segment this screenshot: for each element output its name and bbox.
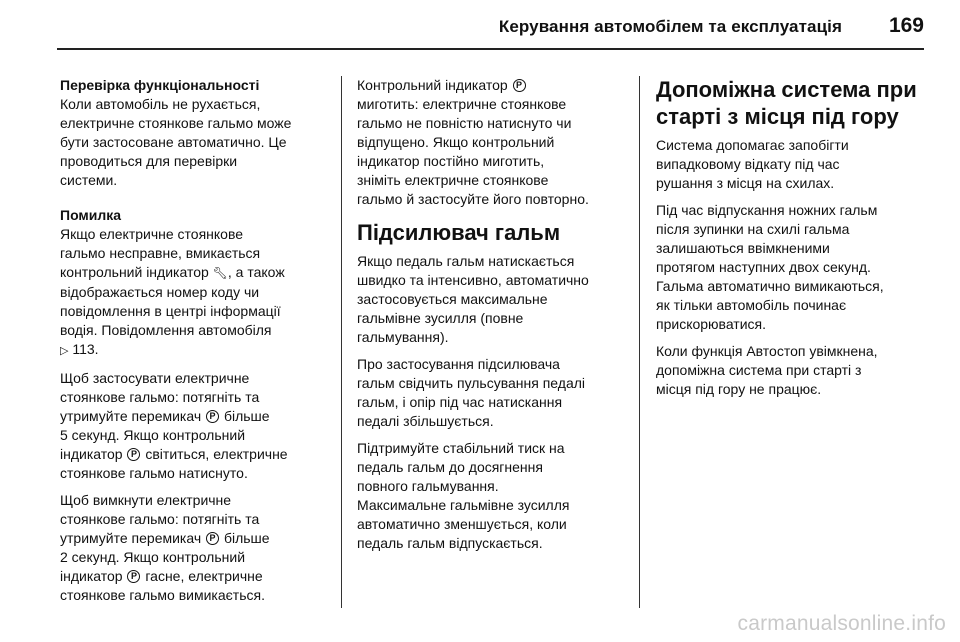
text-span: , а також (227, 264, 285, 280)
text-line: Коли автомобіль не рухається, (60, 96, 261, 112)
text-line: місця під гору не працює. (656, 381, 822, 397)
page-reference-link[interactable]: 113. (72, 341, 99, 357)
text-line (357, 76, 627, 95)
reference-arrow-icon[interactable]: ▷ (60, 345, 69, 357)
text-line: індикатор постійно миготить, (357, 153, 545, 169)
text-line: стоянкове гальмо вимикається. (60, 587, 265, 603)
header-rule (57, 48, 924, 50)
text-line: Гальма автоматично вимикаються, (656, 278, 884, 294)
error-section (60, 206, 328, 361)
text-span: Контрольний індикатор (357, 77, 508, 93)
service-wrench-icon: 🔧︎ (212, 266, 228, 280)
text-line: відображається номер коду чи (60, 284, 260, 300)
text-line: Підтримуйте стабільний тиск на (357, 440, 565, 456)
text-line: 2 секунд. Якщо контрольний (60, 549, 246, 565)
text-line: Система допомагає запобігти (656, 137, 849, 153)
text-line: гальм, і опір під час натискання (357, 394, 563, 410)
text-line (60, 567, 328, 586)
page-header (0, 0, 960, 48)
page-number: 169 (888, 14, 924, 37)
text-line: бути застосоване автоматично. Це (60, 134, 287, 150)
text-line: гальм свідчить пульсування педалі (357, 375, 586, 391)
watermark: carmanualsonline.info (737, 612, 946, 635)
text-line: Щоб застосувати електричне (60, 370, 250, 386)
text-line: педалі збільшується. (357, 413, 494, 429)
text-line: повідомлення в центрі інформації (60, 303, 281, 319)
check-heading: Перевірка функціональності (60, 77, 260, 93)
parking-brake-indicator-icon (206, 410, 219, 423)
heading-line: Допоміжна система при (656, 77, 917, 102)
heading-line: старті з місця під гору (656, 104, 899, 129)
column-divider-1 (341, 76, 342, 608)
hill-paragraph-3 (656, 342, 928, 399)
text-line (60, 340, 328, 361)
text-line: педаль гальм до досягнення (357, 459, 543, 475)
text-line: стоянкове гальмо: потягніть та (60, 389, 260, 405)
booster-paragraph-2 (357, 355, 627, 431)
text-span: індикатор (60, 568, 123, 584)
hill-start-heading (656, 76, 928, 130)
text-line: Під час відпускання ножних гальм (656, 202, 878, 218)
text-line: гальмування). (357, 329, 449, 345)
booster-heading: Підсилювач гальм (357, 220, 561, 245)
parking-brake-indicator-icon (127, 448, 140, 461)
parking-brake-indicator-icon (127, 570, 140, 583)
text-line: Коли функція Автостоп увімкнена, (656, 343, 878, 359)
text-line: застосовується максимальне (357, 291, 548, 307)
parking-brake-indicator-icon (206, 532, 219, 545)
text-span: індикатор (60, 446, 123, 462)
text-line (60, 529, 328, 548)
text-line: зніміть електричне стоянкове (357, 172, 549, 188)
booster-paragraph-1 (357, 252, 627, 347)
text-line: відпущено. Якщо контрольний (357, 134, 555, 150)
text-line (60, 407, 328, 426)
text-line: Якщо педаль гальм натискається (357, 253, 575, 269)
text-span: гасне, електричне (145, 568, 263, 584)
text-line: прискорюватися. (656, 316, 767, 332)
text-span: утримуйте перемикач (60, 408, 202, 424)
text-span: світиться, електричне (145, 446, 288, 462)
text-line: після зупинки на схилі гальма (656, 221, 850, 237)
text-line: як тільки автомобіль починає (656, 297, 847, 313)
apply-section (60, 369, 328, 483)
hill-paragraph-2 (656, 201, 928, 334)
text-line: системи. (60, 172, 118, 188)
blink-section (357, 76, 627, 209)
text-span: більше (223, 408, 270, 424)
text-span: контрольний індикатор (60, 264, 209, 280)
text-line: рушання з місця на схилах. (656, 175, 835, 191)
text-line: швидко та інтенсивно, автоматично (357, 272, 589, 288)
parking-brake-indicator-icon (513, 79, 526, 92)
text-line: 5 секунд. Якщо контрольний (60, 427, 246, 443)
text-line: стоянкове гальмо натиснуто. (60, 465, 248, 481)
check-section (60, 76, 328, 190)
text-line: гальмівне зусилля (повне (357, 310, 524, 326)
text-line: гальмо й застосуйте його повторно. (357, 191, 589, 207)
text-line: залишаються ввімкненими (656, 240, 830, 256)
text-line: повного гальмування. (357, 478, 499, 494)
column-2 (357, 76, 627, 561)
release-section (60, 491, 328, 605)
text-line: миготить: електричне стоянкове (357, 96, 567, 112)
text-span: утримуйте перемикач (60, 530, 202, 546)
text-line: педаль гальм відпускається. (357, 535, 543, 551)
text-line: гальмо не повністю натиснуто чи (357, 115, 572, 131)
text-line: автоматично зменшується, коли (357, 516, 567, 532)
text-line: Щоб вимкнути електричне (60, 492, 232, 508)
text-span: більше (223, 530, 270, 546)
text-line: допоміжна система при старті з (656, 362, 862, 378)
column-divider-2 (639, 76, 640, 608)
text-line: гальмо несправне, вмикається (60, 245, 261, 261)
text-line (60, 263, 328, 283)
text-line: водія. Повідомлення автомобіля (60, 322, 272, 338)
text-line: проводиться для перевірки (60, 153, 238, 169)
text-line: стоянкове гальмо: потягніть та (60, 511, 260, 527)
text-line (60, 445, 328, 464)
text-line: випадковому відкату під час (656, 156, 840, 172)
text-line: протягом наступних двох секунд. (656, 259, 871, 275)
text-line: Максимальне гальмівне зусилля (357, 497, 570, 513)
text-line: Якщо електричне стоянкове (60, 226, 244, 242)
hill-paragraph-1 (656, 136, 928, 193)
header-title: Керування автомобілем та експлуатація (498, 17, 842, 36)
column-1 (60, 76, 328, 613)
text-line: електричне стоянкове гальмо може (60, 115, 292, 131)
error-heading: Помилка (60, 207, 122, 223)
text-line: Про застосування підсилювача (357, 356, 560, 372)
booster-paragraph-3 (357, 439, 627, 553)
column-3 (656, 76, 928, 407)
